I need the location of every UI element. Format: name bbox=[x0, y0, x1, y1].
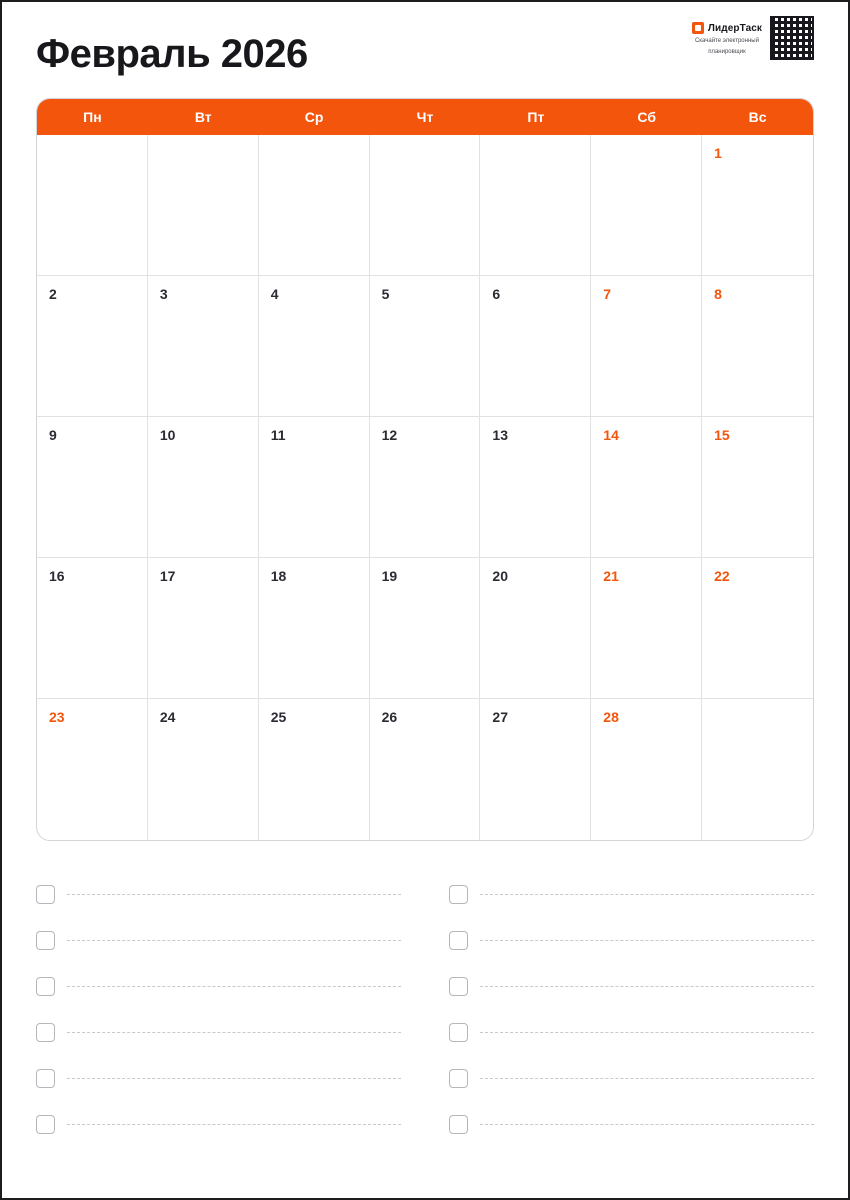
checkbox-icon[interactable] bbox=[449, 1115, 468, 1134]
checkbox-icon[interactable] bbox=[449, 885, 468, 904]
day-cell[interactable]: 15 bbox=[702, 417, 813, 558]
checkbox-icon[interactable] bbox=[36, 1069, 55, 1088]
checkbox-icon[interactable] bbox=[449, 977, 468, 996]
note-writing-line[interactable] bbox=[67, 1124, 401, 1125]
notes-section bbox=[36, 871, 814, 1147]
note-writing-line[interactable] bbox=[67, 1078, 401, 1079]
note-writing-line[interactable] bbox=[67, 986, 401, 987]
day-cell[interactable]: 26 bbox=[370, 699, 481, 840]
note-writing-line[interactable] bbox=[480, 940, 814, 941]
weekday-thu: Чт bbox=[416, 109, 434, 125]
note-line[interactable] bbox=[36, 917, 401, 963]
checkbox-icon[interactable] bbox=[36, 931, 55, 950]
checkbox-icon[interactable] bbox=[449, 1069, 468, 1088]
note-line[interactable] bbox=[449, 963, 814, 1009]
calendar-days bbox=[37, 135, 813, 840]
day-cell[interactable]: 6 bbox=[480, 276, 591, 417]
note-line[interactable] bbox=[36, 1009, 401, 1055]
note-line[interactable] bbox=[36, 871, 401, 917]
weekday-sat: Сб bbox=[637, 109, 656, 125]
note-writing-line[interactable] bbox=[480, 986, 814, 987]
brand-block bbox=[692, 16, 814, 60]
day-cell[interactable] bbox=[37, 135, 148, 276]
checkbox-icon[interactable] bbox=[36, 885, 55, 904]
day-cell[interactable]: 5 bbox=[370, 276, 481, 417]
day-cell[interactable] bbox=[591, 135, 702, 276]
day-cell[interactable]: 24 bbox=[148, 699, 259, 840]
calendar-grid bbox=[36, 98, 814, 841]
checkbox-icon[interactable] bbox=[36, 1023, 55, 1042]
day-cell[interactable]: 8 bbox=[702, 276, 813, 417]
note-line[interactable] bbox=[36, 963, 401, 1009]
day-cell[interactable]: 19 bbox=[370, 558, 481, 699]
weekday-wed: Ср bbox=[304, 109, 324, 125]
day-cell[interactable]: 4 bbox=[259, 276, 370, 417]
weekday-fri: Пт bbox=[527, 109, 545, 125]
brand-tagline-line1: Скачайте электронный bbox=[694, 38, 759, 44]
note-writing-line[interactable] bbox=[480, 1124, 814, 1125]
weekday-sun: Вс bbox=[748, 109, 767, 125]
weekday-tue: Вт bbox=[194, 109, 212, 125]
day-cell[interactable]: 11 bbox=[259, 417, 370, 558]
page-header bbox=[2, 2, 848, 98]
lidertask-logo-icon bbox=[692, 22, 704, 34]
checkbox-icon[interactable] bbox=[449, 931, 468, 950]
day-cell[interactable] bbox=[702, 699, 813, 840]
note-line[interactable] bbox=[36, 1055, 401, 1101]
note-writing-line[interactable] bbox=[67, 1032, 401, 1033]
day-cell[interactable]: 2 bbox=[37, 276, 148, 417]
brand-row bbox=[692, 22, 762, 34]
note-line[interactable] bbox=[36, 1101, 401, 1147]
weekday-header-row bbox=[37, 99, 813, 135]
day-cell[interactable]: 9 bbox=[37, 417, 148, 558]
day-cell[interactable]: 16 bbox=[37, 558, 148, 699]
qr-code-icon[interactable] bbox=[770, 16, 814, 60]
checkbox-icon[interactable] bbox=[36, 977, 55, 996]
day-cell[interactable] bbox=[259, 135, 370, 276]
note-writing-line[interactable] bbox=[480, 1078, 814, 1079]
note-line[interactable] bbox=[449, 1055, 814, 1101]
day-cell[interactable]: 1 bbox=[702, 135, 813, 276]
note-writing-line[interactable] bbox=[67, 894, 401, 895]
weekday-mon: Пн bbox=[83, 109, 102, 125]
page-title: Февраль 2026 bbox=[36, 32, 308, 76]
day-cell[interactable]: 20 bbox=[480, 558, 591, 699]
note-line[interactable] bbox=[449, 1101, 814, 1147]
day-cell[interactable]: 23 bbox=[37, 699, 148, 840]
day-cell[interactable]: 12 bbox=[370, 417, 481, 558]
brand-name: ЛидерТаск bbox=[707, 22, 762, 34]
day-cell[interactable]: 17 bbox=[148, 558, 259, 699]
day-cell[interactable]: 18 bbox=[259, 558, 370, 699]
day-cell[interactable]: 13 bbox=[480, 417, 591, 558]
checkbox-icon[interactable] bbox=[449, 1023, 468, 1042]
day-cell[interactable]: 25 bbox=[259, 699, 370, 840]
day-cell[interactable]: 27 bbox=[480, 699, 591, 840]
note-writing-line[interactable] bbox=[480, 894, 814, 895]
note-line[interactable] bbox=[449, 871, 814, 917]
day-cell[interactable]: 7 bbox=[591, 276, 702, 417]
day-cell[interactable]: 14 bbox=[591, 417, 702, 558]
brand-text bbox=[692, 16, 762, 56]
note-writing-line[interactable] bbox=[480, 1032, 814, 1033]
day-cell[interactable]: 22 bbox=[702, 558, 813, 699]
day-cell[interactable] bbox=[480, 135, 591, 276]
note-line[interactable] bbox=[449, 1009, 814, 1055]
checkbox-icon[interactable] bbox=[36, 1115, 55, 1134]
day-cell[interactable]: 10 bbox=[148, 417, 259, 558]
day-cell[interactable] bbox=[148, 135, 259, 276]
day-cell[interactable] bbox=[370, 135, 481, 276]
note-writing-line[interactable] bbox=[67, 940, 401, 941]
brand-tagline-line2: планировщик bbox=[708, 49, 746, 55]
day-cell[interactable]: 28 bbox=[591, 699, 702, 840]
day-cell[interactable]: 3 bbox=[148, 276, 259, 417]
note-line[interactable] bbox=[449, 917, 814, 963]
day-cell[interactable]: 21 bbox=[591, 558, 702, 699]
